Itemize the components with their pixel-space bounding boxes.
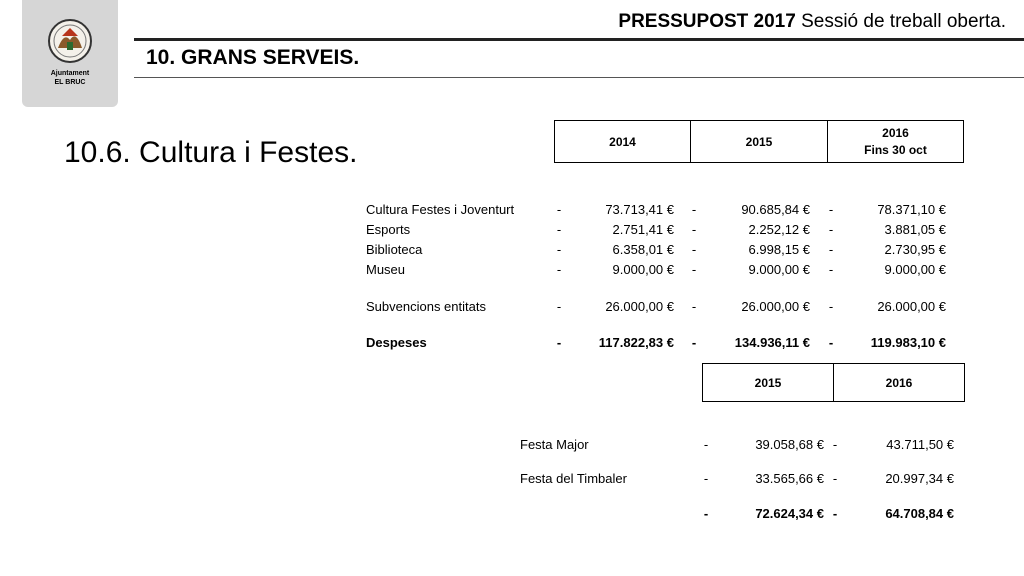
- logo-panel: [22, 0, 118, 107]
- dash: -: [556, 335, 562, 350]
- dash: -: [703, 471, 709, 486]
- years-header-table-2: [702, 363, 965, 402]
- year-header-2016-label: 2016: [882, 126, 909, 140]
- dash: -: [828, 262, 834, 277]
- dash: -: [691, 299, 697, 314]
- row-label: Subvencions entitats: [366, 299, 486, 314]
- dash: -: [832, 437, 838, 452]
- table-row: [520, 436, 960, 454]
- presentation-header: [618, 11, 1006, 33]
- header-title-rest: Sessió de treball oberta.: [795, 11, 1006, 32]
- value-2015: 6.998,15 €: [748, 242, 810, 257]
- value-2014: 26.000,00 €: [605, 299, 674, 314]
- value-2016: 119.983,10 €: [870, 335, 946, 350]
- value-2015: 134.936,11 €: [734, 335, 810, 350]
- row-label: Festa del Timbaler: [520, 471, 627, 486]
- dash: -: [691, 222, 697, 237]
- dash: -: [556, 202, 562, 217]
- dash: -: [691, 335, 697, 350]
- value-2014: 117.822,83 €: [598, 335, 674, 350]
- value-2016: 2.730,95 €: [884, 242, 946, 257]
- dash: -: [703, 506, 709, 521]
- value-2015: 72.624,34 €: [755, 506, 824, 521]
- section-rule: [134, 77, 1024, 78]
- header-title-bold: PRESSUPOST 2017: [618, 11, 796, 32]
- row-label: Esports: [366, 222, 411, 237]
- value-2014: 2.751,41 €: [612, 222, 674, 237]
- value-2016: 64.708,84 €: [885, 506, 954, 521]
- row-label: Despeses: [366, 335, 427, 350]
- table-row: [520, 505, 960, 523]
- dash: -: [556, 222, 562, 237]
- year-header-2014: 2014: [555, 121, 691, 163]
- table-row: [366, 298, 956, 316]
- row-label: Cultura Festes i Joventurt: [366, 202, 515, 217]
- row-label: Museu: [366, 262, 406, 277]
- dash: -: [556, 262, 562, 277]
- year2-header-2016: 2016: [834, 364, 965, 402]
- value-2016: 26.000,00 €: [877, 299, 946, 314]
- value-2014: 9.000,00 €: [612, 262, 674, 277]
- year-header-2016: [828, 121, 964, 163]
- value-2015: 90.685,84 €: [741, 202, 810, 217]
- dash: -: [832, 471, 838, 486]
- dash: -: [556, 299, 562, 314]
- value-2016: 9.000,00 €: [884, 262, 946, 277]
- value-2014: 6.358,01 €: [612, 242, 674, 257]
- years-header-table-1: [554, 120, 964, 163]
- dash: -: [828, 299, 834, 314]
- value-2015: 9.000,00 €: [748, 262, 810, 277]
- value-2016: 43.711,50 €: [886, 437, 954, 452]
- dash: -: [703, 437, 709, 452]
- value-2016: 78.371,10 €: [877, 202, 946, 217]
- table-row: [366, 201, 956, 219]
- header-rule: [134, 38, 1024, 41]
- dash: -: [828, 242, 834, 257]
- page-title: 10.6. Cultura i Festes.: [64, 136, 358, 169]
- row-label: Biblioteca: [366, 242, 423, 257]
- logo-text-line1: Ajuntament: [50, 70, 90, 77]
- dash: -: [828, 202, 834, 217]
- dash: -: [691, 242, 697, 257]
- dash: -: [828, 222, 834, 237]
- logo-text-line2: EL BRUC: [54, 79, 86, 86]
- table-row: [520, 470, 960, 488]
- year-header-2016-sub: Fins 30 oct: [864, 143, 927, 157]
- table-row: [366, 241, 956, 259]
- row-label: Festa Major: [520, 437, 589, 452]
- dash: -: [691, 262, 697, 277]
- dash: -: [832, 506, 838, 521]
- dash: -: [691, 202, 697, 217]
- table-row: [366, 334, 956, 352]
- value-2015: 39.058,68 €: [755, 437, 824, 452]
- value-2016: 20.997,34 €: [885, 471, 954, 486]
- table-row: [366, 221, 956, 239]
- dash: -: [556, 242, 562, 257]
- table-row: [366, 261, 956, 279]
- year2-header-2015: 2015: [703, 364, 834, 402]
- value-2015: 33.565,66 €: [755, 471, 824, 486]
- dash: -: [828, 335, 834, 350]
- year-header-2015: 2015: [691, 121, 828, 163]
- value-2015: 2.252,12 €: [748, 222, 810, 237]
- section-title: 10. GRANS SERVEIS.: [146, 46, 360, 69]
- value-2016: 3.881,05 €: [884, 222, 946, 237]
- value-2014: 73.713,41 €: [605, 202, 674, 217]
- value-2015: 26.000,00 €: [741, 299, 810, 314]
- coat-of-arms-icon: [42, 18, 98, 64]
